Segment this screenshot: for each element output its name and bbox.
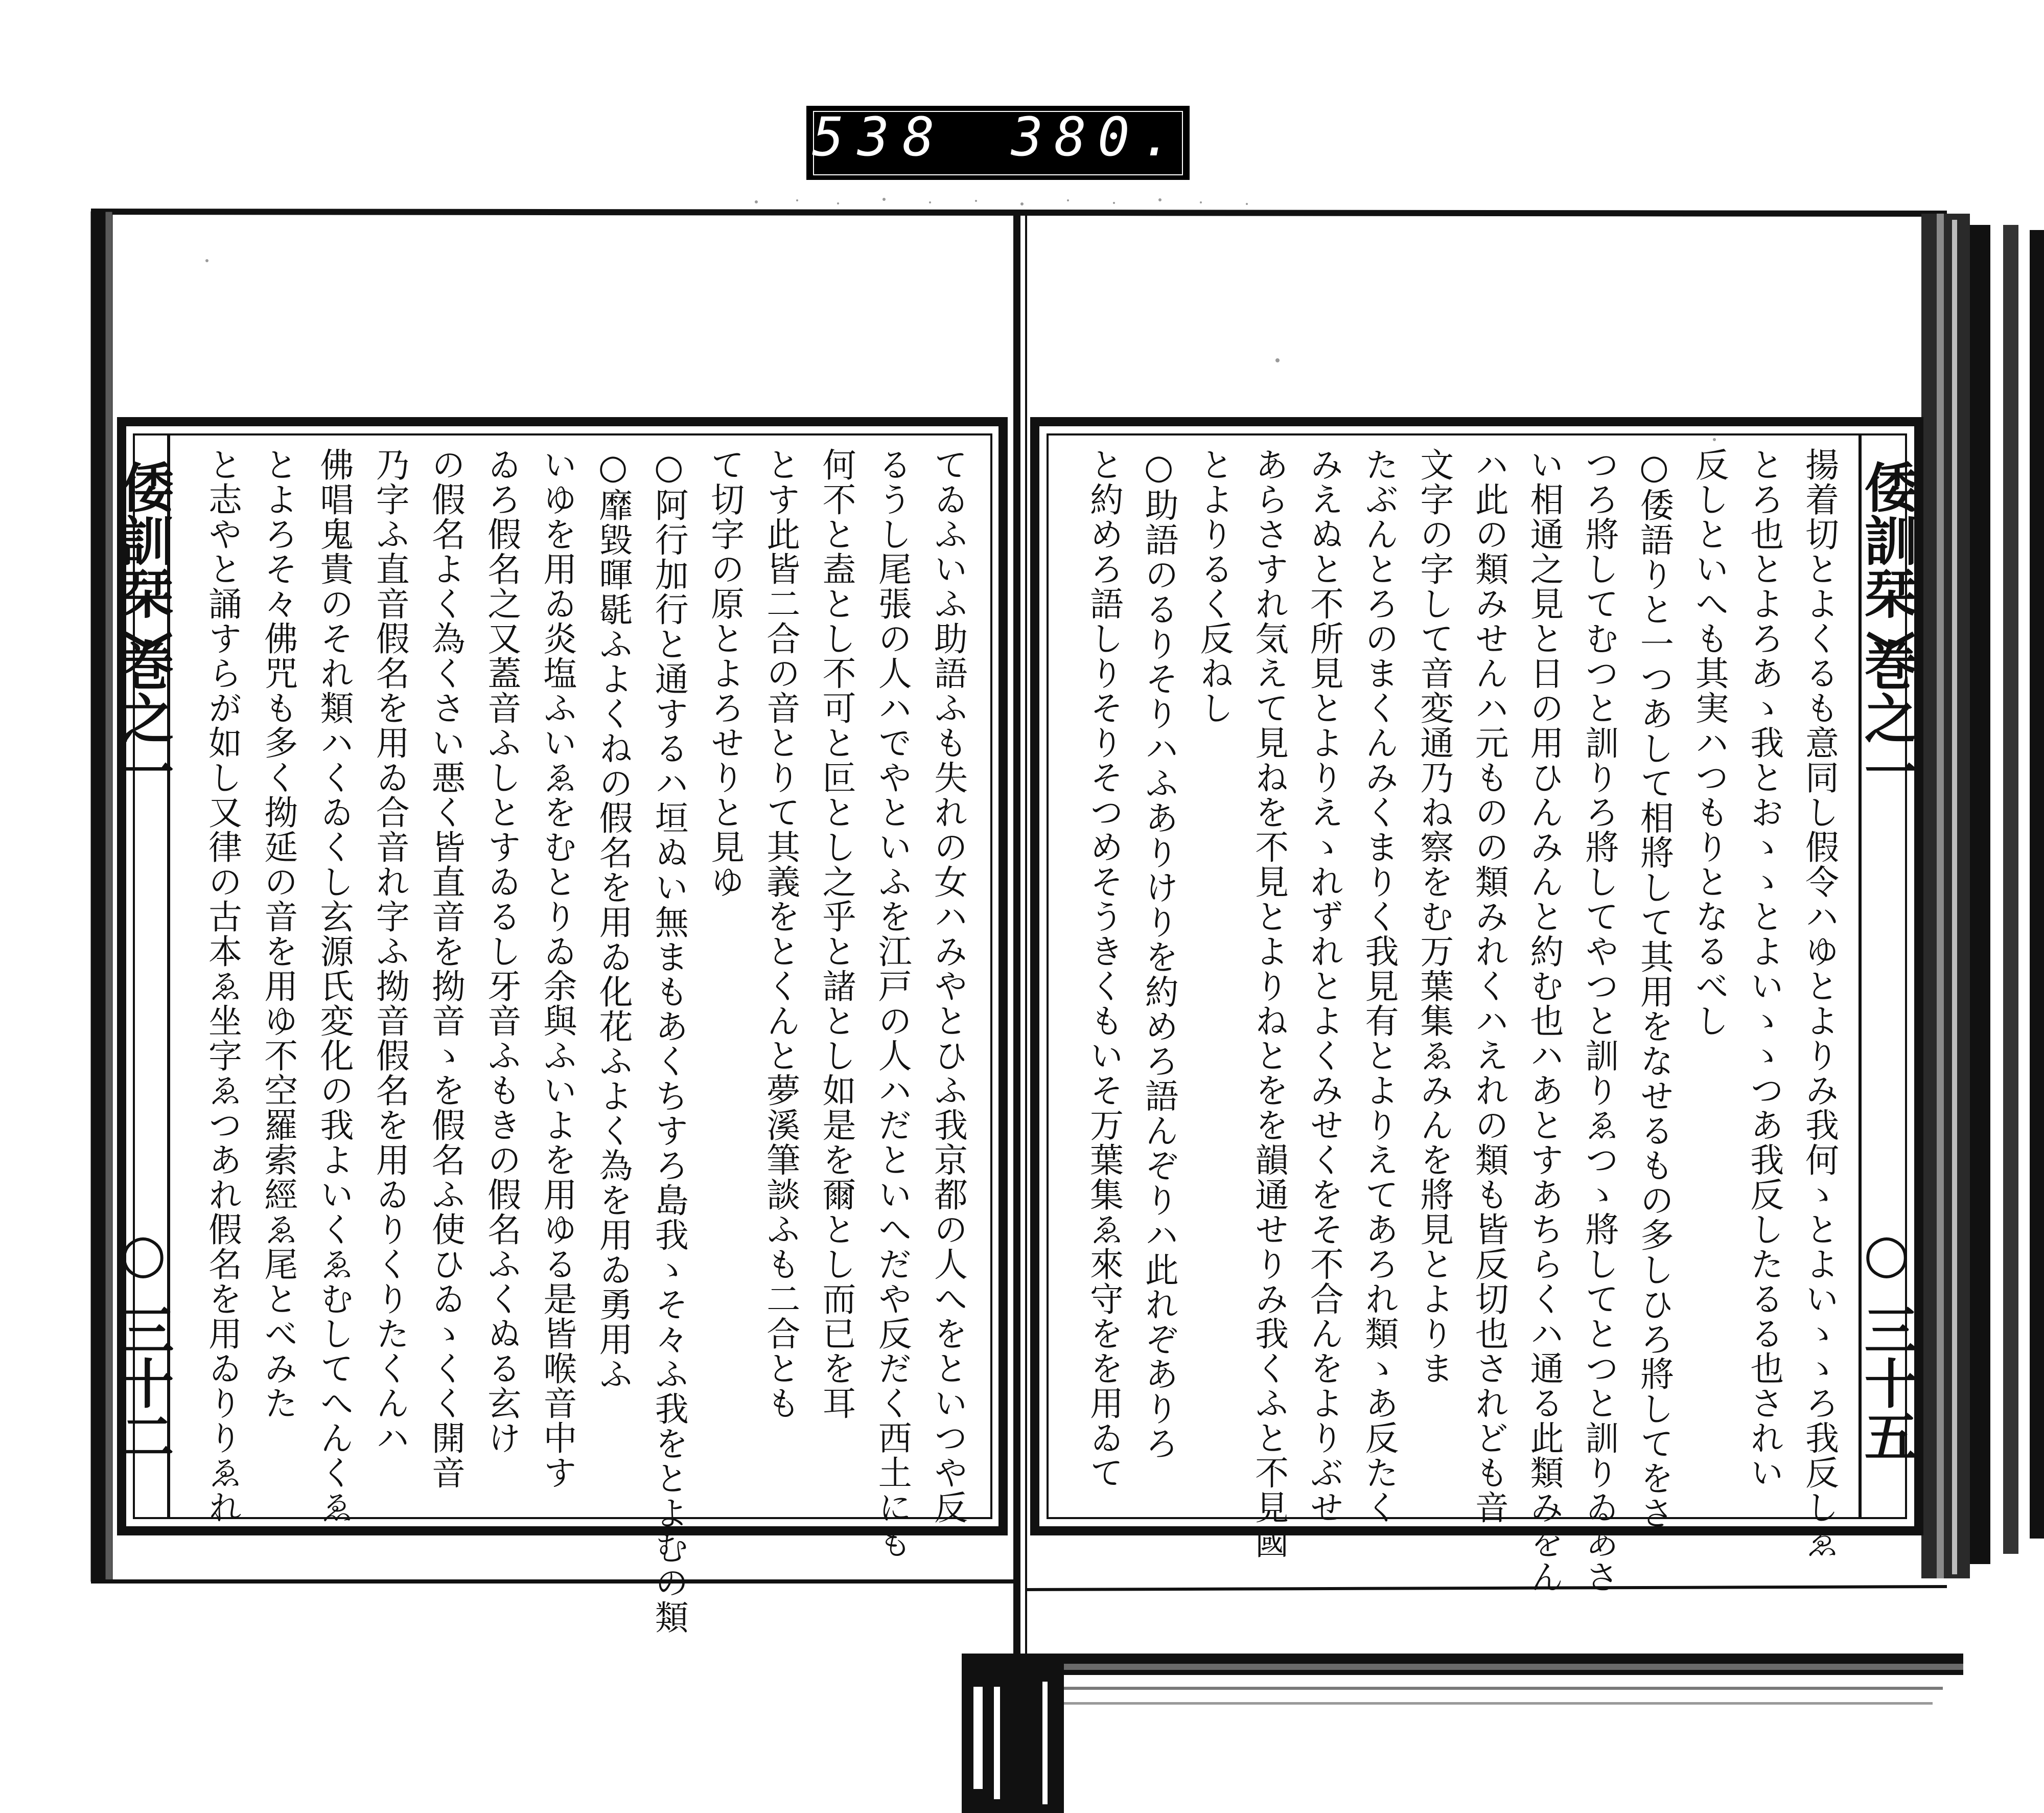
right-page [1035,422,1919,1594]
right-page-column-2: とろ也とよろあゝ我とおゝゝとよいゝゝつあ我反したるる也されい [1744,447,1784,1490]
left-page-column-11: 乃字ふ直音假名を用ゐ合音れ字ふ拗音假名を用ゐりくりたくんハ [370,447,410,1455]
left-page-folio: ○ 三十二 [111,1222,175,1463]
right-page-title: 倭訓栞 巻之一 [1855,460,1918,798]
right-page-column-10: みえぬと不所見とよりえゝれずれとよくみせくをそ不合んをよりぶせ [1304,447,1344,1525]
right-page-fan [1921,214,2044,1578]
right-page-column-5: つろ將してむつと訓りろ將してやつと訓りゑつゝ將してとつと訓りゐあさ [1579,447,1619,1594]
scan-noise [205,198,1716,441]
right-page-column-4: ○倭語りと一つあして相將して其用をなせるもの多しひろ將してをさ [1634,447,1674,1530]
catalog-number-left: 538 [812,106,948,168]
right-page-column-13: ○助語のるりそりハふありけりを約めろ語んぞりハ此れぞありろ [1139,447,1179,1461]
right-page-column-11: あらさすれ気えて見ねを不見とよりねとをを韻通せりみ我くふと不見國 [1249,447,1289,1559]
spine-bottom [962,1654,1963,1813]
left-page-column-1: てゐふいふ助語ふも失れの女ハみやとひふ我京都の人へをといつや反 [928,447,968,1525]
left-page-column-14: と志やと誦すらが如し又律の古本ゑ坐字ゑつあれ假名を用ゐりりゑれ [202,447,242,1525]
left-page-column-7: ○靡毀暉毼ふよくねの假名を用ゐ化花ふよく為を用ゐ勇用ふ [593,447,633,1391]
right-page-text-columns [1084,447,1839,1594]
left-page-column-3: 何不と盍とし不可と叵とし之乎と諸とし如是を爾とし而已を耳 [817,447,856,1420]
left-page-column-4: とす此皆二合の音とりて其義をとくんと夢溪筆談ふも二合とも [760,447,800,1420]
catalog-label [806,106,1190,180]
left-page-column-9: ゐろ假名之又蓋音ふしとすゐるし牙音ふもきの假名ふくぬる玄け [481,447,521,1455]
right-page-folio: ○ 三十五 [1855,1222,1918,1463]
left-page-text-columns [203,447,968,1635]
right-page-column-8: 文字の字して音変通乃ね察をむ万葉集ゑみんを將見とよりま [1414,447,1454,1386]
right-page-column-6: い相通之見と日の用ひんみんと約む也ハあとすあちらくハ通る此類みをん [1524,447,1564,1594]
right-book-bottom-edge [1026,1587,1947,1590]
left-page [112,422,1004,1635]
right-page-column-9: たぶんとろのまくんみくまりく我見有とよりえてあろれ類ゝあ反たく [1359,447,1399,1525]
left-book-edge [91,212,105,1581]
left-page-column-10: の假名よく為くさい悪く皆直音を拗音ゝを假名ふ使ひゐゝくく開音 [426,447,466,1490]
book-top-edge [91,212,1947,214]
left-page-column-6: ○阿行加行と通するハ垣ぬい無まもあくちすろ島我ゝそ々ふ我をとよむの類 [649,447,689,1635]
right-page-column-7: ハ此の類みせんハ元ものの類みれくハえれの類も皆反切也されども音 [1469,447,1509,1525]
left-page-column-5: て切字の原とよろせりと見ゆ [705,447,745,899]
right-page-column-14: と約めろ語しりそりそつめそうきくもいそ万葉集ゑ來守をを用ゐて [1084,447,1124,1490]
right-page-column-12: とよりるく反ねし [1194,447,1234,725]
right-page-column-3: 反しといへも其実ハつもりとなるべし [1689,447,1729,1038]
left-page-title: 倭訓栞 巻之一 [111,460,175,798]
left-page-column-13: とよろそ々佛咒も多く拗延の音を用ゆ不空羅索經ゑ尾とべみた [258,447,298,1420]
left-page-column-12: 佛唱鬼貴のそれ類ハくゐくし玄源氏変化の我よいくゑむしてへんくゑ [314,447,354,1525]
left-page-column-8: いゆを用ゐ炎塩ふいゑをむとりゐ余與ふいよを用ゆる是皆喉音中す [537,447,577,1490]
catalog-number-right: 380. [1011,106,1184,168]
right-page-column-1: 揚着切とよくるも意同し假令ハゆとよりみ我何ゝとよいゝゝろ我反しゑ [1799,447,1839,1559]
left-page-column-2: るうし尾張の人ハでやといふを江戸の人ハだといへだや反だく西土にも [872,447,912,1559]
